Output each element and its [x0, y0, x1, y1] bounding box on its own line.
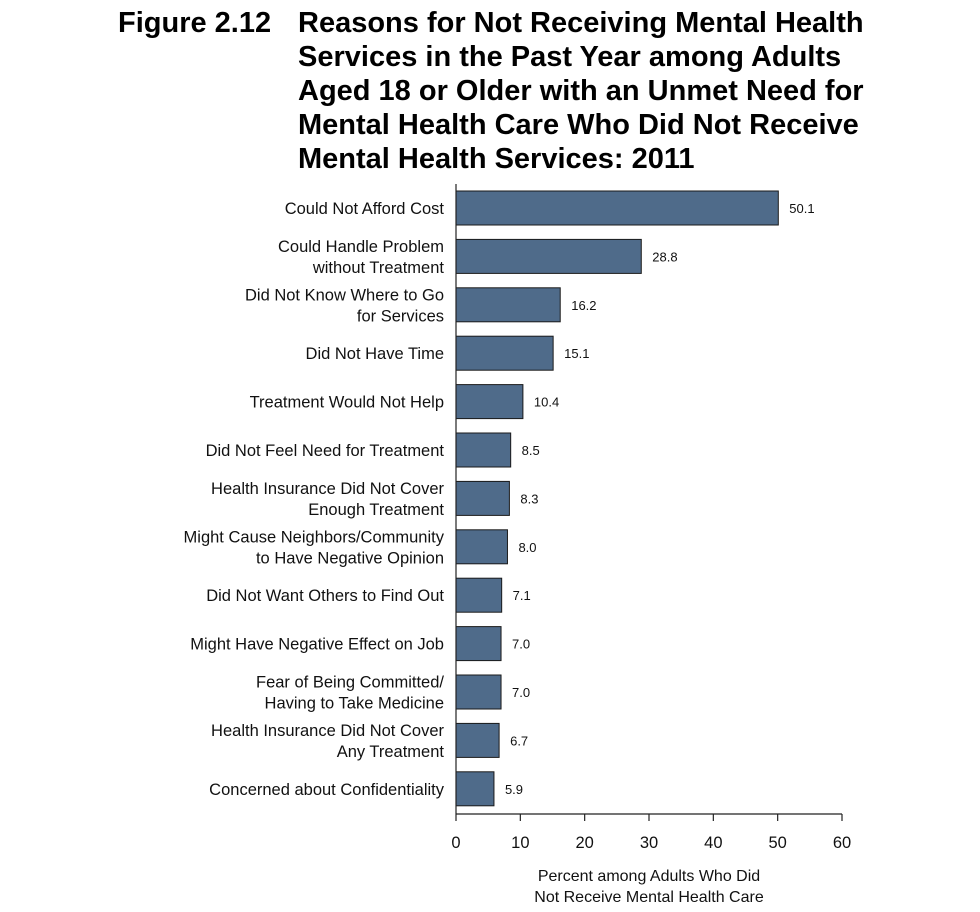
x-tick-label: 60	[832, 834, 852, 852]
figure-title-line: Aged 18 or Older with an Unmet Need for	[298, 75, 864, 107]
x-tick-label: 30	[639, 834, 659, 852]
x-tick-label: 0	[451, 834, 461, 852]
bar-value-label: 10.4	[533, 394, 560, 410]
category-label: Did Not Know Where to Go	[245, 286, 444, 305]
bar-value-label: 28.8	[652, 249, 678, 265]
category-label: Health Insurance Did Not Cover	[211, 721, 444, 740]
bar	[456, 481, 509, 515]
figure-title-line: Services in the Past Year among Adults	[298, 41, 842, 73]
category-label: Enough Treatment	[308, 500, 444, 519]
category-label: Concerned about Confidentiality	[209, 780, 444, 799]
bar-value-label: 50.1	[789, 201, 815, 216]
bar-value-label: 8.5	[521, 443, 540, 458]
category-label: Did Not Want Others to Find Out	[206, 587, 444, 606]
bar-value-label: 16.2	[571, 297, 597, 313]
category-label: Might Have Negative Effect on Job	[190, 635, 444, 654]
category-label: Could Not Afford Cost	[284, 200, 444, 218]
bar	[456, 336, 553, 370]
bar-value-label: 15.1	[564, 346, 590, 362]
x-tick-label: 20	[575, 834, 594, 852]
category-label: Did Not Feel Need for Treatment	[205, 442, 444, 460]
bar-value-label: 5.9	[504, 781, 524, 797]
x-tick-label: 50	[768, 834, 787, 852]
figure-label: Figure 2.12	[118, 7, 272, 39]
x-tick-label: 10	[511, 834, 530, 852]
bar	[456, 191, 778, 225]
bar-value-label: 7.0	[512, 685, 531, 700]
category-label: Any Treatment	[336, 742, 444, 761]
bar	[456, 433, 511, 467]
figure-title-line: Mental Health Care Who Did Not Receive	[298, 109, 859, 141]
figure-title-line: Mental Health Services: 2011	[298, 143, 695, 175]
bar-value-label: 7.1	[512, 588, 531, 604]
category-label: Health Insurance Did Not Cover	[211, 479, 444, 498]
category-label: to Have Negative Opinion	[255, 549, 444, 568]
bar-value-label: 8.0	[518, 539, 537, 555]
bar	[456, 675, 501, 709]
bar-value-label: 7.0	[512, 636, 531, 652]
bar	[456, 385, 523, 419]
bar	[456, 723, 499, 757]
bar-value-label: 6.7	[510, 733, 529, 749]
bar	[456, 530, 507, 564]
bar	[456, 578, 502, 612]
category-label: Could Handle Problem	[277, 237, 444, 256]
x-tick-label: 40	[704, 834, 723, 852]
category-label: Might Cause Neighbors/Community	[183, 528, 444, 547]
bar	[456, 288, 560, 322]
category-label: Fear of Being Committed/	[256, 673, 444, 692]
figure-title-line: Reasons for Not Receiving Mental Health	[298, 7, 864, 39]
x-axis-label: Not Receive Mental Health Care	[534, 889, 764, 906]
bar-value-label: 8.3	[520, 491, 539, 507]
bar	[456, 627, 501, 661]
x-axis-label: Percent among Adults Who Did	[537, 868, 761, 885]
bar	[456, 772, 494, 806]
bar	[456, 239, 641, 273]
category-label: Having to Take Medicine	[264, 694, 444, 713]
category-label: Did Not Have Time	[305, 345, 444, 364]
category-label: Treatment Would Not Help	[249, 393, 444, 412]
category-label: without Treatment	[312, 258, 444, 277]
category-label: for Services	[356, 307, 444, 326]
